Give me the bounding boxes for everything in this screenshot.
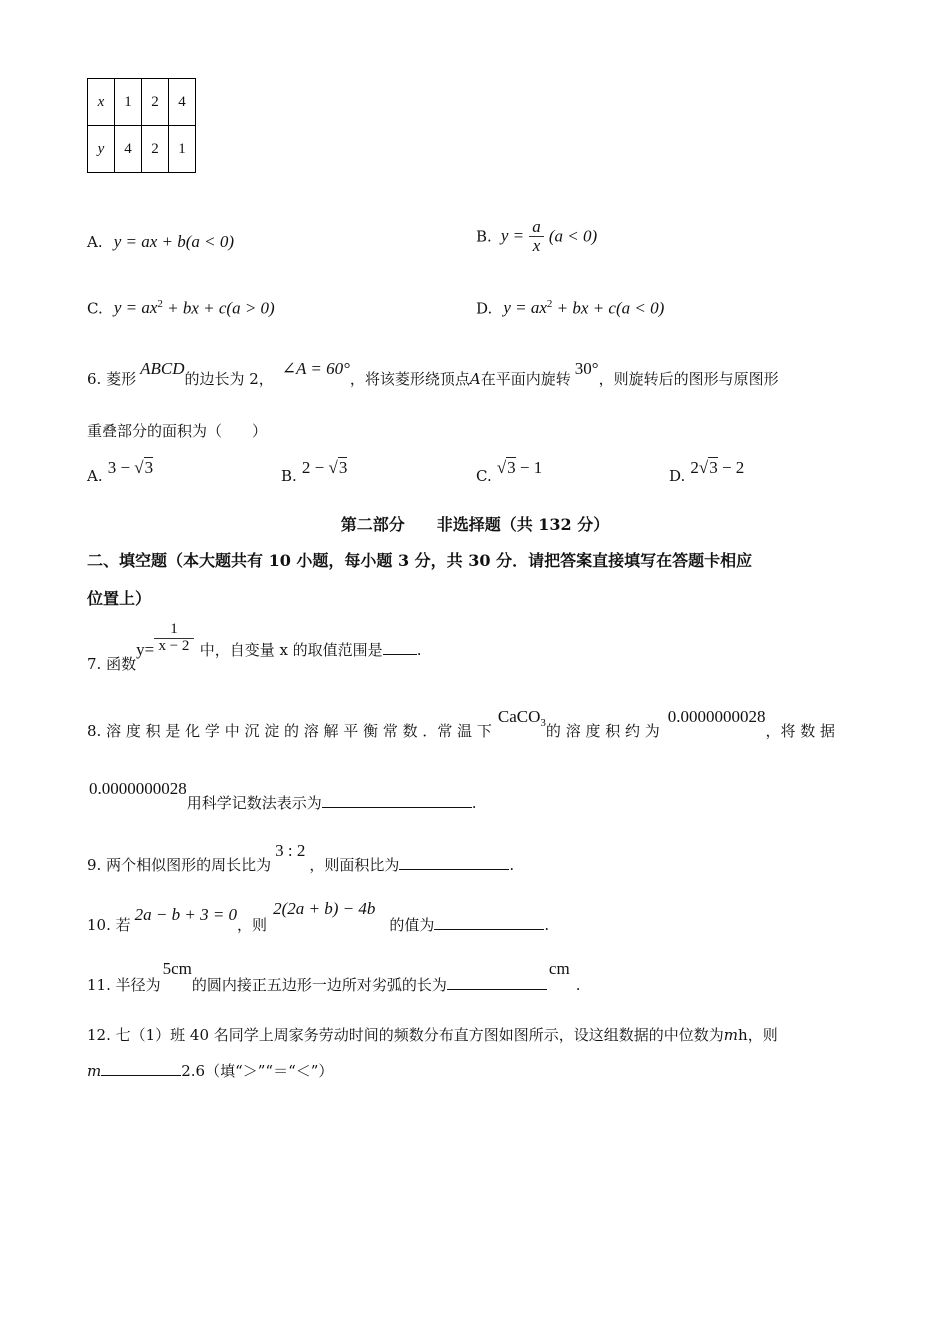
q12-line-2 xyxy=(87,1060,333,1081)
option-formula-post: + bx + c(a < 0) xyxy=(552,298,665,318)
table-row xyxy=(88,79,196,126)
option-formula: y = ax + b(a < 0) xyxy=(113,232,235,251)
table-cell: y xyxy=(88,126,115,173)
q10-text: 的值为 xyxy=(389,916,435,934)
q6-option-c: C. √3 − 1 xyxy=(476,458,543,485)
q7-fraction xyxy=(154,622,194,655)
q7-number: 7. 函数 xyxy=(87,654,137,673)
q6-option-a: A. 3 − √3 xyxy=(87,458,154,485)
option-formula-pre: y = ax xyxy=(113,298,158,318)
q6-text: 在平面内旋转 xyxy=(480,370,571,388)
period: . xyxy=(575,976,581,994)
q6-text: ，则旋转后的图形与原图形 xyxy=(598,370,779,388)
table-cell: 4 xyxy=(169,79,196,126)
xy-table xyxy=(87,78,196,173)
fraction-numerator: 1 xyxy=(154,622,194,639)
q8-value: 0.0000000028 xyxy=(667,707,766,726)
section-heading: 二、填空题（本大题共有 10 小题，每小题 3 分，共 30 分．请把答案直接填写在答题卡相应 xyxy=(87,551,753,570)
q6-line-2: 重叠部分的面积为（ ） xyxy=(87,422,268,440)
period: . xyxy=(416,640,422,659)
option-label: A. xyxy=(87,233,103,251)
period: . xyxy=(509,856,515,874)
q8-text: 8. 溶 度 积 是 化 学 中 沉 淀 的 溶 解 平 衡 常 数 ．常 温 下 xyxy=(87,722,492,740)
q8-text: 用科学记数法表示为 xyxy=(186,794,322,812)
q6-option-b: B. 2 − √3 xyxy=(281,458,348,485)
q6-text: ，将该菱形绕顶点 xyxy=(349,370,470,388)
q6-rotation: 30° xyxy=(574,359,599,378)
option-value-a: 3 − xyxy=(107,458,135,477)
q6-angle: ∠A = 60° xyxy=(281,359,350,378)
table-row xyxy=(88,126,196,173)
q6-shape: ABCD xyxy=(140,359,185,378)
table-cell: 4 xyxy=(115,126,142,173)
q6-option-d: D. 2√3 − 2 xyxy=(669,458,745,485)
q11-unit: cm xyxy=(548,959,570,978)
q9-text: 9. 两个相似图形的周长比为 xyxy=(87,856,272,874)
option-value-b: − 2 xyxy=(717,458,745,477)
table-cell: 1 xyxy=(169,126,196,173)
option-value-a: 2 − xyxy=(301,458,329,477)
q5-option-d xyxy=(476,298,664,318)
answer-blank[interactable] xyxy=(322,793,472,808)
q5-option-a xyxy=(87,232,234,252)
q6-line-1 xyxy=(87,358,779,388)
q8-line-1 xyxy=(87,706,836,740)
option-label: D. xyxy=(476,299,493,318)
option-label: B. xyxy=(476,227,492,246)
table-cell: 2 xyxy=(142,126,169,173)
option-condition: (a < 0) xyxy=(548,226,598,246)
option-value-a: 2 xyxy=(690,458,699,477)
q10-text: 10. 若 xyxy=(87,916,131,934)
q9-text: ，则面积比为 xyxy=(309,856,400,874)
option-radicand: 3 xyxy=(338,458,348,477)
period: . xyxy=(544,916,550,934)
option-label: C. xyxy=(476,467,492,485)
q8-chem-sub: 3 xyxy=(540,717,546,730)
q11-text: 11. 半径为 xyxy=(87,976,161,994)
q5-option-b xyxy=(476,218,597,255)
q12-text: h，则 xyxy=(738,1026,778,1044)
option-radicand: 3 xyxy=(144,458,154,477)
table-cell: 2 xyxy=(142,79,169,126)
q6-vertex: A xyxy=(469,370,481,388)
option-value-b: − 1 xyxy=(515,458,543,477)
q10-equation: 2a − b + 3 = 0 xyxy=(134,905,238,924)
q9 xyxy=(87,840,515,874)
q8-text: 的 溶 度 积 约 为 xyxy=(545,722,660,740)
q6-number: 6. 菱形 xyxy=(87,370,137,388)
option-label: A. xyxy=(87,467,103,485)
option-radicand: 3 xyxy=(709,458,718,477)
option-fraction xyxy=(529,218,544,255)
answer-blank[interactable] xyxy=(434,915,544,930)
part-title: 第二部分 非选择题（共 132 分） xyxy=(340,515,610,534)
q9-ratio: 3 : 2 xyxy=(275,841,306,860)
q11-text: 的圆内接正五边形一边所对劣弧的长为 xyxy=(191,976,447,994)
option-formula-sup: 2 xyxy=(157,298,163,310)
table-cell: x xyxy=(88,79,115,126)
q8-value-2: 0.0000000028 xyxy=(89,779,187,798)
answer-blank[interactable] xyxy=(399,855,509,870)
option-label: B. xyxy=(281,467,297,485)
q8-text: ，将 数 据 xyxy=(765,722,836,740)
q10-expression: 2(2a + b) − 4b xyxy=(273,899,376,918)
q8-chem: CaCO xyxy=(497,707,541,726)
q12-var: m xyxy=(723,1026,739,1044)
option-label: D. xyxy=(669,467,686,485)
answer-blank[interactable] xyxy=(447,975,547,990)
q11 xyxy=(87,958,581,994)
q8-line-2 xyxy=(89,778,477,812)
q6-text: 的边长为 2， xyxy=(184,370,274,388)
q10-text: ，则 xyxy=(237,916,268,934)
section-heading-cont: 位置上） xyxy=(87,589,152,608)
q7-text: 中，自变量 x 的取值范围是 xyxy=(199,640,383,659)
period: . xyxy=(471,794,477,812)
q10 xyxy=(87,898,550,934)
answer-blank[interactable] xyxy=(101,1061,181,1076)
fraction-denominator: x xyxy=(532,235,541,255)
q12-text: 12. 七（1）班 40 名同学上周家务劳动时间的频数分布直方图如图所示，设这组数据的中位数为 xyxy=(87,1026,724,1044)
option-radicand: 3 xyxy=(507,458,516,477)
q12-line-1 xyxy=(87,1024,778,1045)
q7 xyxy=(87,621,422,673)
option-formula-post: + bx + c(a > 0) xyxy=(162,298,275,318)
q7-y: y= xyxy=(136,639,155,659)
option-formula-pre: y = ax xyxy=(503,298,547,318)
q5-option-c xyxy=(87,298,275,318)
option-formula-sup: 2 xyxy=(546,298,553,310)
option-lhs: y = xyxy=(500,226,525,246)
q11-radius: 5cm xyxy=(162,959,192,978)
q12-text: 2.6（填“＞”“＝“＜”） xyxy=(181,1062,334,1080)
answer-blank[interactable] xyxy=(383,640,417,655)
fraction-denominator: x − 2 xyxy=(158,637,190,654)
table-cell: 1 xyxy=(115,79,142,126)
q12-var: m xyxy=(87,1062,102,1080)
fraction-numerator: a xyxy=(529,218,544,237)
option-label: C. xyxy=(87,299,103,318)
